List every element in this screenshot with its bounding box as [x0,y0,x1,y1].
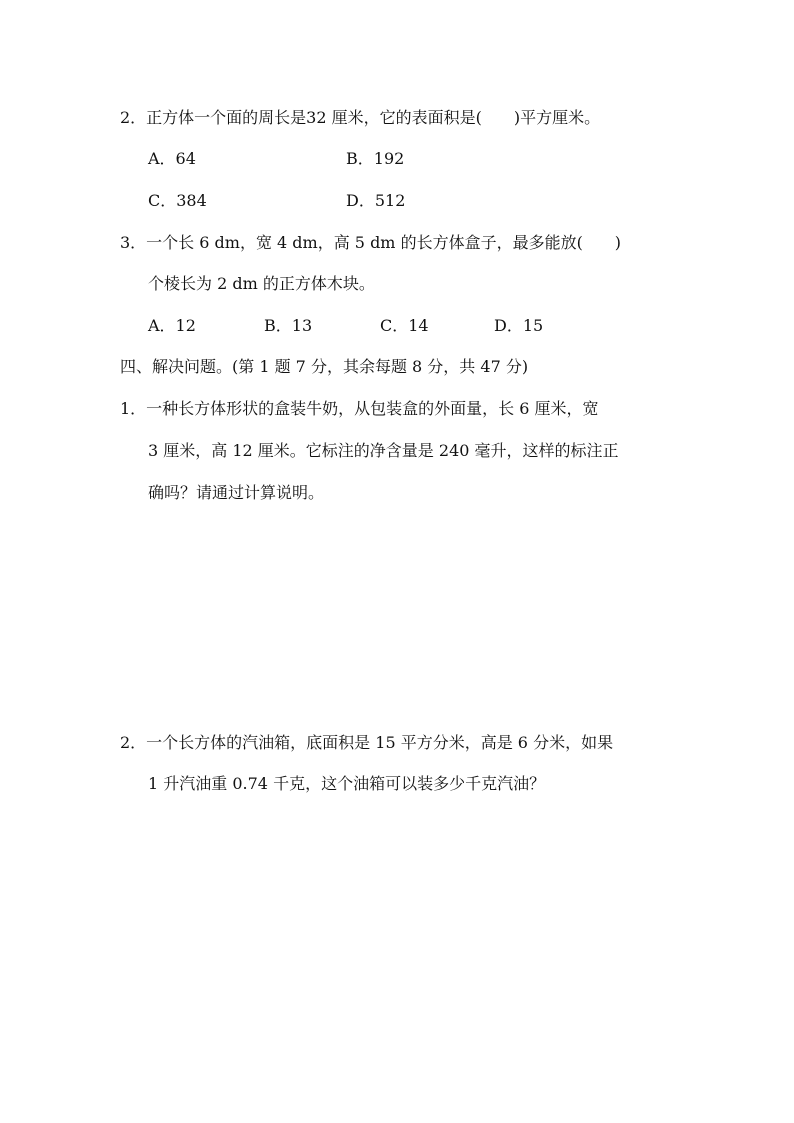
problem-1-line-1: 1．一种长方体形状的盒装牛奶，从包装盒的外面量，长 6 厘米，宽 [120,399,599,418]
question-2-stem: 2．正方体一个面的周长是32 厘米，它的表面积是( )平方厘米。 [120,108,601,127]
question-3-option-d: D．15 [494,316,544,335]
question-3-stem-line-2: 个棱长为 2 dm 的正方体木块。 [148,274,375,293]
question-2-option-c: C．384 [148,191,207,210]
problem-2-line-1: 2．一个长方体的汽油箱，底面积是 15 平方分米，高是 6 分米，如果 [120,733,614,752]
question-3-option-c: C．14 [380,316,429,335]
question-2-option-d: D．512 [346,191,406,210]
problem-2-line-2: 1 升汽油重 0.74 千克，这个油箱可以装多少千克汽油？ [148,774,546,793]
question-2-option-a: A．64 [148,149,196,168]
question-3-option-a: A．12 [148,316,196,335]
problem-1-line-3: 确吗？请通过计算说明。 [148,483,325,502]
question-3-option-b: B．13 [264,316,313,335]
question-2-option-b: B．192 [346,149,405,168]
section-4-heading: 四、解决问题。(第 1 题 7 分，其余每题 8 分，共 47 分) [120,357,529,376]
problem-1-line-2: 3 厘米，高 12 厘米。它标注的净含量是 240 毫升，这样的标注正 [148,441,619,460]
question-3-stem-line-1: 3．一个长 6 dm，宽 4 dm，高 5 dm 的长方体盒子，最多能放( ) [120,233,622,252]
